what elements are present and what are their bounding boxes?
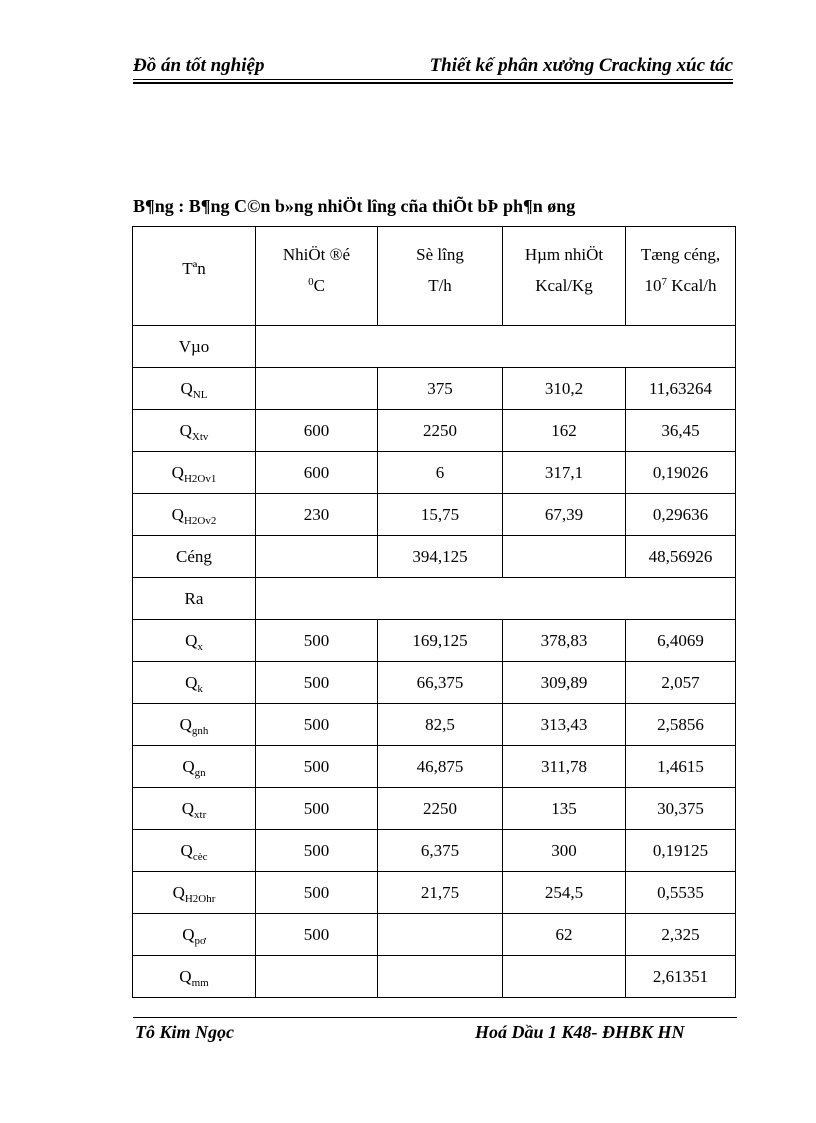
row-symbol: Q	[185, 631, 198, 650]
header-amount-unit: T/h	[428, 276, 452, 295]
row-temp-cell: 230	[256, 494, 378, 536]
row-total-cell: 2,61351	[626, 956, 736, 998]
row-symbol: Q	[182, 925, 195, 944]
row-amount-cell: 66,375	[378, 662, 503, 704]
row-name-cell	[133, 410, 256, 452]
page-footer	[135, 1020, 735, 1046]
row-amount-cell	[378, 914, 503, 956]
row-enthalpy-cell: 300	[503, 830, 626, 872]
row-name-cell	[133, 662, 256, 704]
row-temp-cell: 500	[256, 704, 378, 746]
row-name-cell	[133, 494, 256, 536]
row-symbol: Q	[172, 883, 185, 902]
section-row	[133, 578, 736, 620]
row-amount-cell: 46,875	[378, 746, 503, 788]
row-total-cell: 6,4069	[626, 620, 736, 662]
row-symbol: Q	[171, 463, 184, 482]
row-enthalpy-cell	[503, 956, 626, 998]
section-empty-cell	[256, 326, 736, 368]
row-total-cell: 36,45	[626, 410, 736, 452]
row-subscript: cèc	[192, 851, 208, 863]
row-total-cell: 0,19026	[626, 452, 736, 494]
table-row	[133, 872, 736, 914]
row-subscript: mm	[191, 977, 209, 989]
row-subscript: NL	[192, 389, 208, 401]
row-total-cell: 2,057	[626, 662, 736, 704]
sum-label: Céng	[133, 536, 256, 578]
row-symbol: Q	[185, 673, 198, 692]
row-symbol: Q	[181, 799, 195, 818]
header-temperature-degree: 0	[308, 276, 314, 288]
row-amount-cell: 15,75	[378, 494, 503, 536]
header-temperature-unit: C	[313, 276, 325, 295]
footer-author: Tô Kim Ngọc	[135, 1022, 234, 1042]
header-temperature-label: NhiÖt ®é	[282, 245, 351, 264]
header-enthalpy-unit: Kcal/Kg	[535, 276, 593, 295]
row-total-cell: 0,19125	[626, 830, 736, 872]
row-amount-cell: 6,375	[378, 830, 503, 872]
row-enthalpy-cell: 67,39	[503, 494, 626, 536]
header-amount-label: Sè lîng	[416, 245, 464, 264]
header-rule	[133, 79, 733, 80]
row-name-cell	[133, 788, 256, 830]
row-enthalpy-cell: 135	[503, 788, 626, 830]
row-symbol: Q	[179, 967, 192, 986]
table-row	[133, 452, 736, 494]
section-label: Vµo	[133, 326, 256, 368]
header-left-title: Đồ án tốt nghiệp	[133, 55, 265, 76]
table-row	[133, 662, 736, 704]
row-total-cell: 11,63264	[626, 368, 736, 410]
table-caption: B¶ng : B¶ng C©n b»ng nhiÖt lîng cña thiÕt bÞ ph¶n øng	[133, 196, 576, 216]
table-row	[133, 494, 736, 536]
row-enthalpy-cell: 313,43	[503, 704, 626, 746]
header-amount	[378, 227, 503, 326]
row-total-cell: 0,29636	[626, 494, 736, 536]
table-row	[133, 620, 736, 662]
header-enthalpy-label: Hµm nhiÖt	[524, 245, 604, 264]
row-enthalpy-cell: 311,78	[503, 746, 626, 788]
header-temperature	[256, 227, 378, 326]
table-row	[133, 956, 736, 998]
footer-affiliation: Hoá Dầu 1 K48- ĐHBK HN	[475, 1022, 685, 1042]
row-temp-cell: 600	[256, 410, 378, 452]
row-temp-cell	[256, 956, 378, 998]
row-name-cell	[133, 704, 256, 746]
row-symbol: Q	[179, 421, 192, 440]
row-subscript: H2Ov2	[183, 515, 217, 527]
table-row	[133, 830, 736, 872]
row-total-cell: 1,4615	[626, 746, 736, 788]
header-name-label: Tªn	[182, 259, 206, 278]
row-enthalpy-cell: 309,89	[503, 662, 626, 704]
footer-rule	[133, 1017, 737, 1018]
header-total-exponent: 7	[661, 276, 667, 288]
row-symbol: Q	[180, 841, 193, 860]
row-subscript: H2Ohr	[184, 893, 216, 905]
row-subscript: H2Ov1	[183, 473, 217, 485]
row-temp-cell	[256, 368, 378, 410]
header-enthalpy	[503, 227, 626, 326]
table-header-row	[133, 227, 736, 326]
row-symbol: Q	[182, 757, 195, 776]
row-amount-cell: 169,125	[378, 620, 503, 662]
row-temp-cell: 500	[256, 620, 378, 662]
row-enthalpy-cell: 378,83	[503, 620, 626, 662]
section-row	[133, 326, 736, 368]
row-name-cell	[133, 914, 256, 956]
row-subscript: k	[197, 683, 203, 695]
sum-enthalpy-cell	[503, 536, 626, 578]
header-rule-thick	[133, 82, 733, 84]
row-total-cell: 2,5856	[626, 704, 736, 746]
section-label: Ra	[133, 578, 256, 620]
header-right-title: Thiết kế phân xưởng Cracking xúc tác	[429, 55, 733, 76]
row-symbol: Q	[171, 505, 184, 524]
table-row	[133, 914, 736, 956]
header-total-label: Tæng céng,	[640, 245, 721, 264]
row-amount-cell: 21,75	[378, 872, 503, 914]
energy-balance-table	[132, 226, 736, 998]
row-temp-cell: 500	[256, 830, 378, 872]
row-temp-cell: 500	[256, 662, 378, 704]
row-enthalpy-cell: 317,1	[503, 452, 626, 494]
row-subscript: pơ	[194, 935, 206, 947]
page-header	[133, 52, 733, 80]
row-amount-cell: 6	[378, 452, 503, 494]
row-total-cell: 30,375	[626, 788, 736, 830]
row-amount-cell: 2250	[378, 410, 503, 452]
sum-row	[133, 536, 736, 578]
row-symbol: Q	[179, 715, 192, 734]
row-name-cell	[133, 368, 256, 410]
row-amount-cell	[378, 956, 503, 998]
row-symbol: Q	[180, 379, 193, 398]
row-subscript: Xtv	[191, 431, 209, 443]
row-total-cell: 0,5535	[626, 872, 736, 914]
row-name-cell	[133, 956, 256, 998]
row-subscript: x	[197, 641, 203, 653]
table-row	[133, 410, 736, 452]
section-empty-cell	[256, 578, 736, 620]
row-name-cell	[133, 746, 256, 788]
row-subscript: gnh	[191, 725, 209, 737]
row-name-cell	[133, 620, 256, 662]
header-total	[626, 227, 736, 326]
row-temp-cell: 500	[256, 746, 378, 788]
sum-temp-cell	[256, 536, 378, 578]
row-subscript: gn	[194, 767, 206, 779]
row-enthalpy-cell: 62	[503, 914, 626, 956]
sum-amount-cell: 394,125	[378, 536, 503, 578]
row-subscript: xtr	[194, 809, 207, 821]
row-name-cell	[133, 872, 256, 914]
row-enthalpy-cell: 254,5	[503, 872, 626, 914]
header-total-base: 10	[644, 276, 662, 295]
row-temp-cell: 500	[256, 872, 378, 914]
row-total-cell: 2,325	[626, 914, 736, 956]
header-total-unit: Kcal/h	[666, 276, 717, 295]
table-row	[133, 368, 736, 410]
row-name-cell	[133, 830, 256, 872]
sum-total-cell: 48,56926	[626, 536, 736, 578]
row-enthalpy-cell: 310,2	[503, 368, 626, 410]
row-enthalpy-cell: 162	[503, 410, 626, 452]
row-name-cell	[133, 452, 256, 494]
table-row	[133, 788, 736, 830]
table-row	[133, 704, 736, 746]
row-temp-cell: 500	[256, 914, 378, 956]
row-temp-cell: 500	[256, 788, 378, 830]
row-amount-cell: 375	[378, 368, 503, 410]
row-amount-cell: 2250	[378, 788, 503, 830]
row-amount-cell: 82,5	[378, 704, 503, 746]
row-temp-cell: 600	[256, 452, 378, 494]
header-name	[133, 227, 256, 326]
table-row	[133, 746, 736, 788]
